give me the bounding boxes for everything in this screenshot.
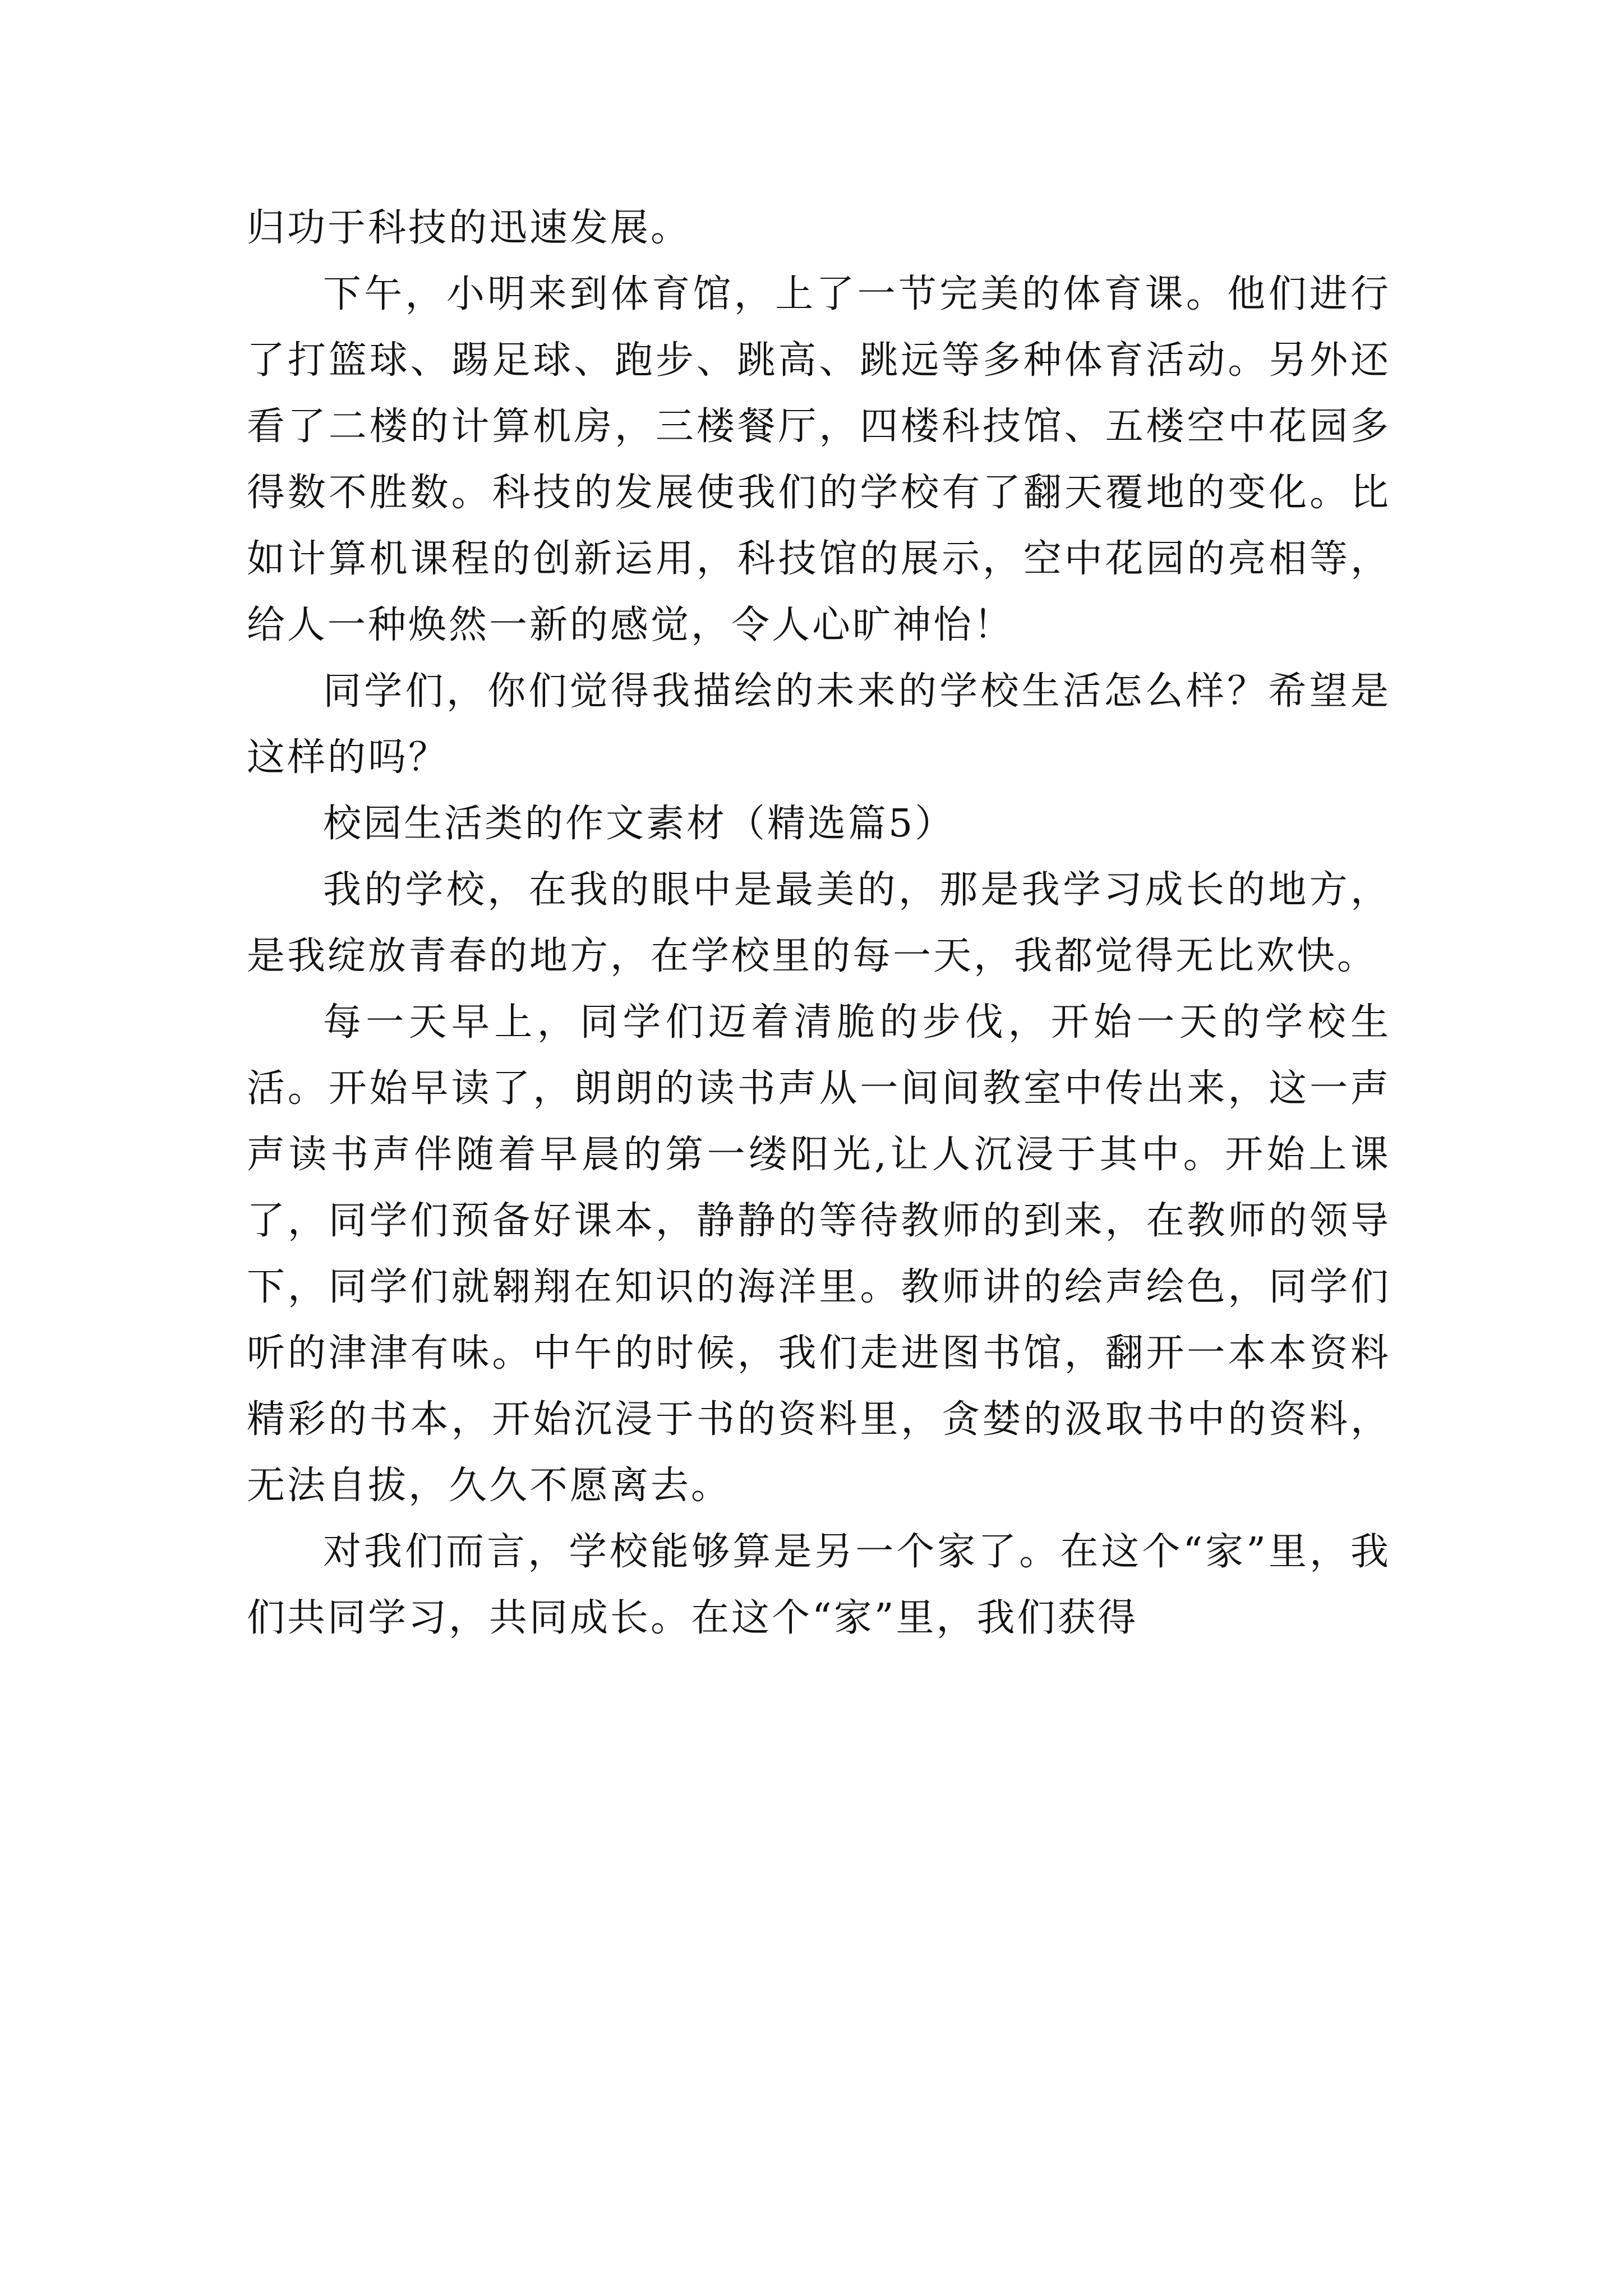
paragraph-second-home: 对我们而言，学校能够算是另一个家了。在这个“家”里，我们共同学习，共同成长。在这个“家”里，我们获得 <box>247 1530 1391 1640</box>
paragraph-continuation: 归功于科技的迅速发展。 <box>247 206 691 250</box>
paragraph-my-school: 我的学校，在我的眼中是最美的，那是我学习成长的地方，是我绽放青春的地方，在学校里的每一天，我都觉得无比欢快。 <box>247 868 1391 978</box>
section-heading: 校园生活类的作文素材（精选篇5） <box>323 802 956 846</box>
document-body <box>247 195 1391 1651</box>
paragraph-question: 同学们，你们觉得我描绘的未来的学校生活怎么样？希望是这样的吗？ <box>247 669 1391 780</box>
paragraph-daily-life: 每一天早上，同学们迈着清脆的步伐，开始一天的学校生活。开始早读了，朗朗的读书声从一间间教室中传出来，这一声声读书声伴随着早晨的第一缕阳光,让人沉浸于其中。开始上课了，同学们预备好课本，静静的等待教师的到来，在教师的领导下，同学们就翱翔在知识的海洋里。教师讲的绘声绘色，同学们听的津津有味。中午的时候，我们走进图书馆，翻开一本本资料精彩的书本，开始沉浸于书的资料里，贪婪的汲取书中的资料，无法自拔，久久不愿离去。 <box>247 1000 1391 1508</box>
paragraph-afternoon: 下午，小明来到体育馆，上了一节完美的体育课。他们进行了打篮球、踢足球、跑步、跳高、跳远等多种体育活动。另外还看了二楼的计算机房，三楼餐厅，四楼科技馆、五楼空中花园多得数不胜数。科技的发展使我们的学校有了翻天覆地的变化。比如计算机课程的创新运用，科技馆的展示，空中花园的亮相等，给人一种焕然一新的感觉，令人心旷神怡！ <box>247 272 1391 647</box>
